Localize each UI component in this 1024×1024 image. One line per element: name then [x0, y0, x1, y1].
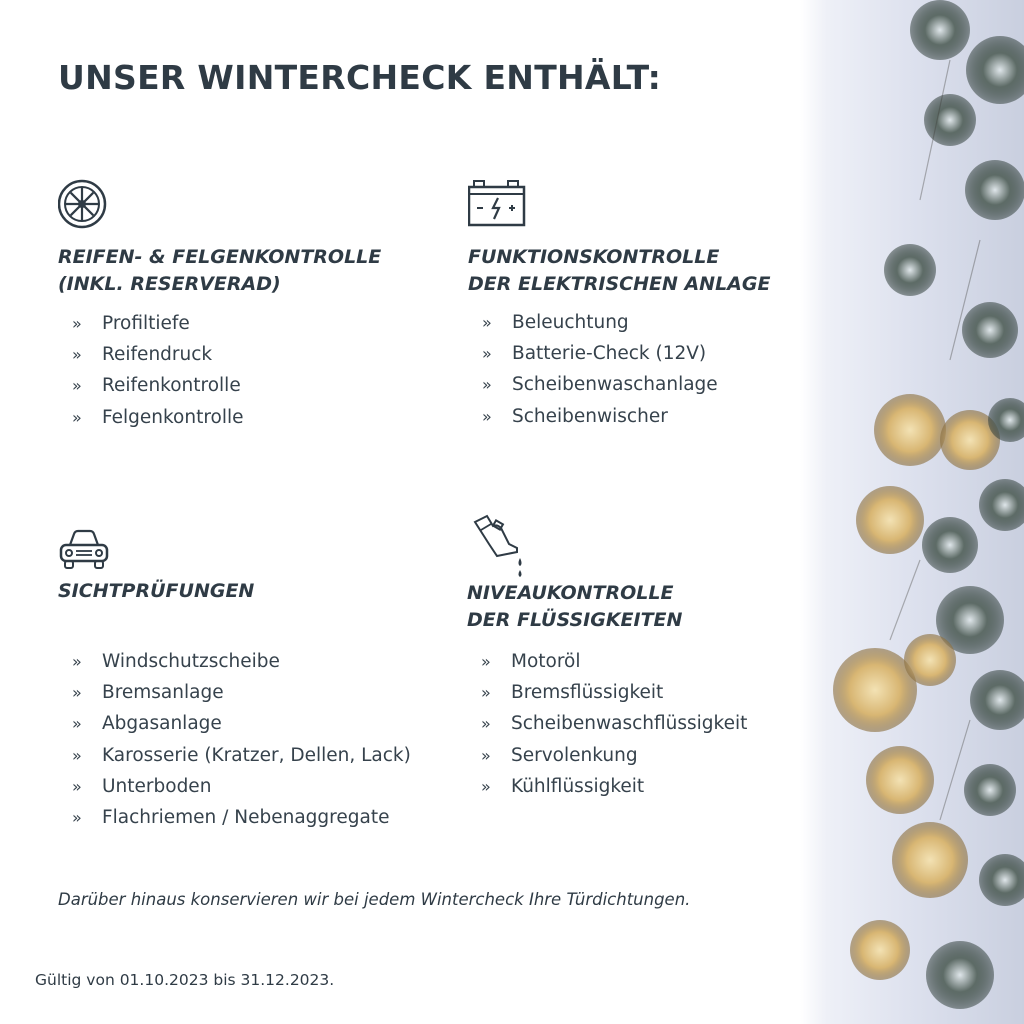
winter-forest-image: [800, 0, 1024, 1024]
section-title: SICHTPRÜFUNGEN: [58, 580, 255, 602]
list-item: » Felgenkontrolle: [72, 406, 244, 428]
section-title: NIVEAUKONTROLLE DER FLÜSSIGKEITEN: [467, 582, 683, 631]
section-visual-checks: [58, 524, 418, 829]
oil-can-icon: [467, 514, 527, 578]
list-item: » Motoröl: [481, 651, 581, 673]
car-icon: [58, 524, 110, 578]
list-item: » Beleuchtung: [482, 312, 629, 334]
list-item: » Servolenkung: [481, 744, 638, 766]
section-fluids: [467, 514, 827, 797]
list-item: » Profiltiefe: [72, 313, 190, 335]
list-item: » Unterboden: [72, 775, 212, 797]
item-list: [72, 308, 244, 433]
footnote: Darüber hinaus konservieren wir bei jedem Wintercheck Ihre Türdichtungen.: [58, 890, 691, 909]
item-list: [72, 646, 411, 833]
list-item: » Abgasanlage: [72, 713, 222, 735]
list-item: » Scheibenwaschflüssigkeit: [481, 713, 748, 735]
page-title: UNSER WINTERCHECK ENTHÄLT:: [58, 58, 662, 97]
validity-note: Gültig von 01.10.2023 bis 31.12.2023.: [35, 971, 335, 989]
list-item: » Bremsanlage: [72, 682, 224, 704]
section-title: REIFEN- & FELGENKONTROLLE (INKL. RESERVERAD): [58, 246, 382, 295]
item-list: [482, 307, 718, 432]
list-item: » Flachriemen / Nebenaggregate: [72, 807, 390, 829]
list-item: » Bremsflüssigkeit: [481, 682, 664, 704]
list-item: » Reifenkontrolle: [72, 375, 241, 397]
list-item: » Kühlflüssigkeit: [481, 775, 645, 797]
list-item: » Reifendruck: [72, 344, 213, 366]
list-item: » Windschutzscheibe: [72, 651, 280, 673]
list-item: » Karosserie (Kratzer, Dellen, Lack): [72, 744, 411, 766]
section-title: FUNKTIONSKONTROLLE DER ELEKTRISCHEN ANLAGE: [468, 246, 771, 295]
battery-icon: [468, 178, 526, 232]
list-item: » Batterie-Check (12V): [482, 343, 707, 365]
section-tires: [58, 178, 418, 428]
list-item: » Scheibenwischer: [482, 405, 668, 427]
list-item: » Scheibenwaschanlage: [482, 374, 718, 396]
tire-icon: [58, 178, 110, 232]
item-list: [481, 646, 747, 802]
section-electrics: [468, 178, 828, 427]
